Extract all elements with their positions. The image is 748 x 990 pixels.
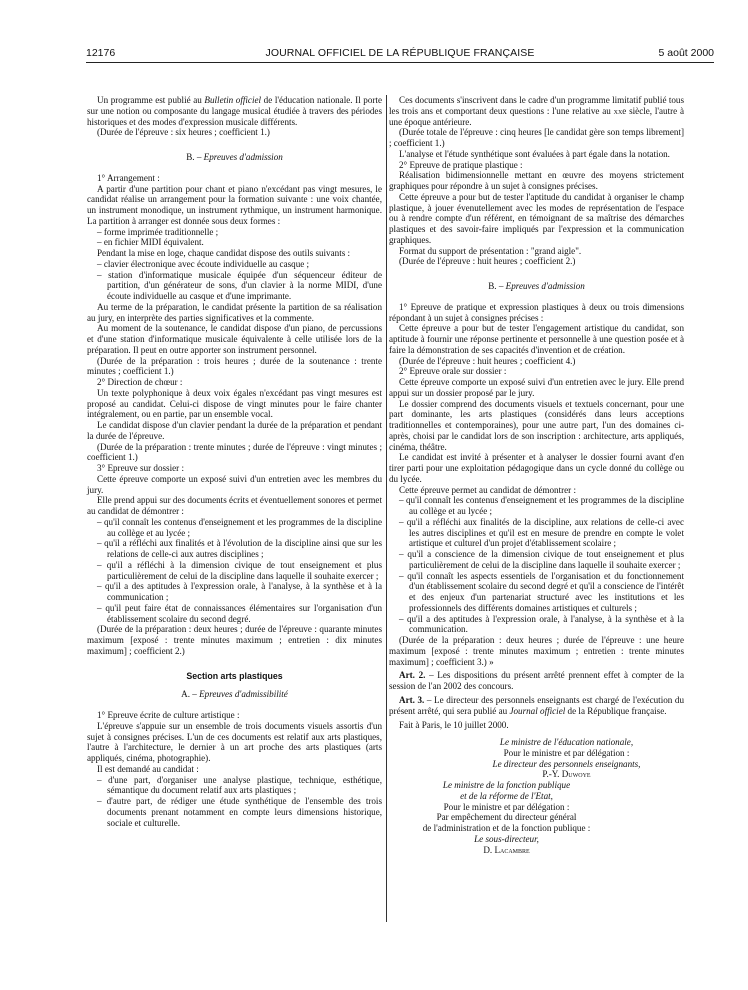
text-run: Bulletin officiel [204, 95, 262, 105]
paragraph: 3° Epreuve sur dossier : [97, 463, 184, 473]
signature-line [389, 780, 684, 791]
paragraph: (Durée totale de l'épreuve : cinq heures [le candidat gère son temps librement] ; coefficient 1.) [389, 127, 684, 148]
paragraph: Cette épreuve a pour but de tester l'aptitude du candidat à organiser le champ plastique, à jouer évenutellement avec les modes de représentation de l'espace ou à rendre compte d'un référent, en témoignant de sa maîtrise des démarches plastiques et des savoir-faire impliqués par l'expression et la communication graphiques. [389, 191, 684, 245]
text-run: Journal officiel [509, 705, 566, 716]
text-run: Par empêchement du directeur général [436, 812, 577, 823]
column-divider [386, 95, 387, 922]
paragraph: Un texte polyphonique à deux voix égales n'excédant pas vingt mesures est proposé au candidat. Celui-ci dispose de vingt minutes pour le faire chanter intégralement, ou en partie, par un ensemble vocal. [87, 387, 382, 420]
list-item: – qu'il a conscience de la dimension civique de tout enseignement et plus particulièrement de celui de la discipline dans laquelle il souhaite exercer ; [399, 549, 684, 570]
list-item: – qu'il a des aptitudes à l'expression orale, à l'analyse, à la synthèse et à la communication. [399, 613, 684, 635]
paragraph: Au terme de la préparation, le candidat présente la partition de sa réalisation au jury, en interprète des parties significatives et la commente. [87, 301, 382, 323]
text-run: D. L [483, 844, 500, 855]
bullet-list [87, 775, 382, 829]
text-run: Art. 2. [399, 670, 426, 681]
text-run: Le ministre de l'éducation nationale, [499, 737, 634, 747]
list-item: – d'autre part, de rédiger une étude synthétique de l'ensemble des trois documents prenant notamment en compte leurs dimensions historique, sociale et culturelle. [97, 796, 382, 828]
article-paragraph [389, 670, 684, 692]
list-item: – clavier électronique avec écoute individuelle au casque ; [97, 258, 310, 269]
bullet-list [389, 495, 684, 635]
paragraph: Au moment de la soutenance, le candidat dispose d'un piano, de percussions et d'une station d'informatique musicale équivalente à celle utilisée lors de la préparation. Il peut en outre apporter son instrument personnel. [87, 323, 382, 355]
paragraph: (Durée de la préparation : deux heures ; durée de l'épreuve : quarante minutes maximum [exposé : trente minutes maximum ; entretien : dix minutes maximum] ; coefficient 2.) [87, 624, 382, 656]
text-run: Le ministre de la fonction publique [442, 780, 571, 790]
paragraph: Elle prend appui sur des documents écrits et éventuellement sonores et permet au candidat de démontrer : [87, 495, 382, 516]
text-run: Pour le ministre et par délégation : [503, 747, 630, 758]
text-run: A. – [181, 689, 200, 700]
signature-line [389, 802, 684, 813]
page-number: 12176 [86, 47, 116, 59]
text-run: Pour le ministre et par délégation : [443, 801, 570, 812]
text-run: acambre [500, 844, 530, 855]
list-item: – qu'il connaît les contenus d'enseignement et les programmes de la discipline au collège et au lycée ; [399, 495, 684, 516]
journal-title: JOURNAL OFFICIEL DE LA RÉPUBLIQUE FRANÇAISE [265, 47, 535, 59]
paragraph: 2° Epreuve orale sur dossier : [399, 366, 507, 377]
text-run: Un programme est publié au [97, 95, 205, 105]
text-run: – Le directeur des personnels enseignants est chargé de l'exécution du présent arrêté, qui sera publié au [389, 694, 684, 716]
signature-line [389, 834, 684, 845]
article-paragraph [389, 695, 684, 717]
paragraph: (Durée de la préparation : trois heures ; durée de la soutenance : trente minutes ; coefficient 1.) [87, 355, 382, 377]
text-run: et de la réforme de l'Etat, [460, 790, 553, 801]
text-run: Epreuves d'admissibilité [199, 689, 288, 700]
list-item: – qu'il connaît les aspects essentiels de l'organisation et du fonctionnement d'un établissement scolaire du second degré et qu'il a conscience de l'intérêt et des enjeux d'un partenariat structuré avec les institutions et les professionnels des différents domaines artistiques et culturels ; [399, 570, 684, 613]
paragraph: (Durée de l'épreuve : huit heures ; coefficient 2.) [399, 256, 576, 267]
subsection-heading [389, 281, 684, 292]
signature-line [389, 812, 684, 823]
text-run: xx [613, 105, 623, 116]
subsection-heading [87, 689, 382, 700]
section-heading: Section arts plastiques [186, 670, 283, 681]
text-run: – Les dispositions du présent arrêté prennent effet à compter de la session de l'an 2002 des concours. [389, 670, 684, 691]
right-column [389, 95, 684, 855]
paragraph: Le dossier comprend des documents visuels et textuels concernant, pour une part dominante, les arts plastiques (considérés dans leurs acceptions traditionnelles et contemporaines), pour une autre part, l'un des domaines ci-après, choisi par le candidat lors de son inscription : architecture, arts appliqués, cinéma, théâtre. [389, 398, 684, 452]
subsection-heading [87, 152, 382, 163]
list-item: – qu'il a réfléchi aux finalités de la discipline, aux relations de celle-ci avec les autres disciplines et qu'il est en mesure de prendre en compte le volet artistique et culturel d'un projet d'établissement scolaire ; [399, 516, 684, 549]
paragraph: (Durée de la préparation : deux heures ; durée de l'épreuve : une heure maximum [exposé : trente minutes maximum ; entretien : trente minutes maximum] ; coefficient 3.) » [389, 635, 684, 667]
paragraph: (Durée de l'épreuve : huit heures ; coefficient 4.) [399, 355, 576, 366]
text-run: B. – [186, 152, 204, 162]
signature-line [389, 791, 684, 802]
list-item: – forme imprimée traditionnelle ; [97, 226, 219, 237]
list-item: – qu'il a réfléchi à la dimension civique de tout enseignement et plus particulièrement de celui de la discipline dans laquelle il souhaite exercer ; [97, 559, 382, 581]
list-item: – qu'il a réfléchi aux finalités et à l'évolution de la discipline ainsi que sur les relations de celle-ci aux autres disciplines ; [97, 538, 382, 559]
text-run: Art. 3. [399, 694, 425, 705]
paragraph: 2° Direction de chœur : [97, 377, 183, 387]
paragraph: Cette épreuve comporte un exposé suivi d'un entretien avec le jury. Elle prend appui sur un dossier proposé par le jury. [389, 377, 684, 398]
paragraph: 1° Epreuve écrite de culture artistique : [97, 710, 240, 720]
paragraph: Le candidat dispose d'un clavier pendant la durée de la préparation et pendant la durée de l'épreuve. [87, 420, 382, 441]
list-item: – station d'informatique musicale équipée d'un séquenceur éditeur de partition, d'un générateur de sons, d'un clavier à la norme MIDI, d'une écoute individuelle au casque et d'une imprimante. [97, 269, 382, 301]
paragraph: Cette épreuve comporte un exposé suivi d'un entretien avec les membres du jury. [87, 473, 382, 495]
header-rule [86, 62, 714, 63]
list-item: – qu'il connaît les contenus d'enseignement et les programmes de la discipline au collège et au lycée ; [97, 516, 382, 538]
text-run: de la République française. [565, 705, 667, 716]
signature-line [389, 748, 684, 759]
list-item: – d'une part, d'organiser une analyse plastique, technique, esthétique, sémantique du document relatif aux arts plastiques ; [97, 774, 382, 796]
signature-line [389, 759, 684, 770]
text-run: Epreuves d'admission [505, 281, 585, 291]
list-item: – qu'il peut faire état de connaissances élémentaires sur l'organisation d'un établissement scolaire du second degré. [97, 602, 382, 624]
list-item: – en fichier MIDI équivalent. [97, 237, 204, 248]
paragraph [87, 95, 382, 127]
signature-line [389, 845, 684, 856]
text-run: B. – [488, 281, 506, 291]
paragraph: Cette épreuve permet au candidat de démontrer : [399, 484, 576, 495]
paragraph: 1° Arrangement : [97, 172, 160, 183]
signature-date: Fait à Paris, le 10 juillet 2000. [399, 720, 509, 731]
paragraph [389, 95, 684, 127]
signature-line [389, 823, 684, 834]
text-run: Epreuves d'admission [203, 152, 283, 162]
text-run: Ces documents s'inscrivent dans le cadre d'un programme limitatif publié tous les trois ans et comportant deux questions : l'une relative au [389, 95, 684, 116]
text-run: e siècle, l'autre à une époque antérieure. [389, 105, 684, 127]
issue-date: 5 août 2000 [658, 47, 714, 59]
bullet-list [87, 259, 382, 302]
paragraph: (Durée de l'épreuve : six heures ; coefficient 1.) [97, 127, 270, 138]
bullet-list [87, 227, 382, 249]
paragraph: Il est demandé au candidat : [97, 763, 199, 774]
paragraph: A partir d'une partition pour chant et piano n'excédant pas vingt mesures, le candidat réalise un arrangement pour la formation suivante : une voix chantée, un instrument monodique, un instrument rythmique, un instrument harmonique. La partition à arranger est donnée sous deux formes : [87, 183, 382, 226]
page-header [86, 45, 714, 63]
paragraph: Format du support de présentation : "grand aigle". [399, 245, 582, 256]
paragraph: Réalisation bidimensionnelle mettant en œuvre des moyens strictement graphiques pour répondre à un sujet à consignes précises. [389, 170, 684, 191]
text-run: de l'éducation nationale. Il porte sur une notion ou composante du langage musical étudiée à travers des périodes historiques et des modes d'expression musicale différents. [87, 95, 382, 127]
signature-line [389, 769, 684, 780]
paragraph: 1° Epreuve de pratique et expression plastiques à deux ou trois dimensions répondant à un sujet à consignes précises : [389, 301, 684, 323]
paragraph: 2° Epreuve de pratique plastique : [399, 159, 523, 170]
paragraph: Pendant la mise en loge, chaque candidat dispose des outils suivants : [97, 248, 351, 258]
bullet-list [87, 517, 382, 625]
paragraph: Le candidat est invité à présenter et à analyser le dossier fourni avant d'en tirer parti pour une exploitation pédagogique dans un cycle donné du collège ou du lycée. [389, 452, 684, 484]
list-item: – qu'il a des aptitudes à l'expression orale, à l'analyse, à la synthèse et à la communication ; [97, 581, 382, 602]
text-run: de l'administration et de la fonction publique : [422, 823, 591, 833]
paragraph: (Durée de la préparation : trente minutes ; durée de l'épreuve : vingt minutes ; coefficient 1.) [87, 441, 382, 463]
left-column [87, 95, 382, 828]
text-run: Le sous-directeur, [474, 833, 539, 844]
paragraph: Cette épreuve a pour but de tester l'engagement artistique du candidat, son aptitude à fournir une réponse pertinente et personnelle à une question posée et à faire la démonstration de ses capacités d'invention et de création. [389, 323, 684, 355]
text-run: Le directeur des personnels enseignants, [492, 758, 641, 769]
text-run: uwoye [568, 769, 591, 780]
paragraph: L'analyse et l'étude synthétique sont évaluées à part égale dans la notation. [399, 148, 670, 159]
signature-line [389, 737, 684, 748]
paragraph: L'épreuve s'appuie sur un ensemble de trois documents visuels assortis d'un sujet à consignes précises. L'un de ces documents est relatif aux arts plastiques, l'autre à l'architecture, le dernier à un art proche des arts plastiques (arts appliqués, cinéma, photographie). [87, 720, 382, 763]
text-run: P.-Y. D [542, 769, 569, 780]
